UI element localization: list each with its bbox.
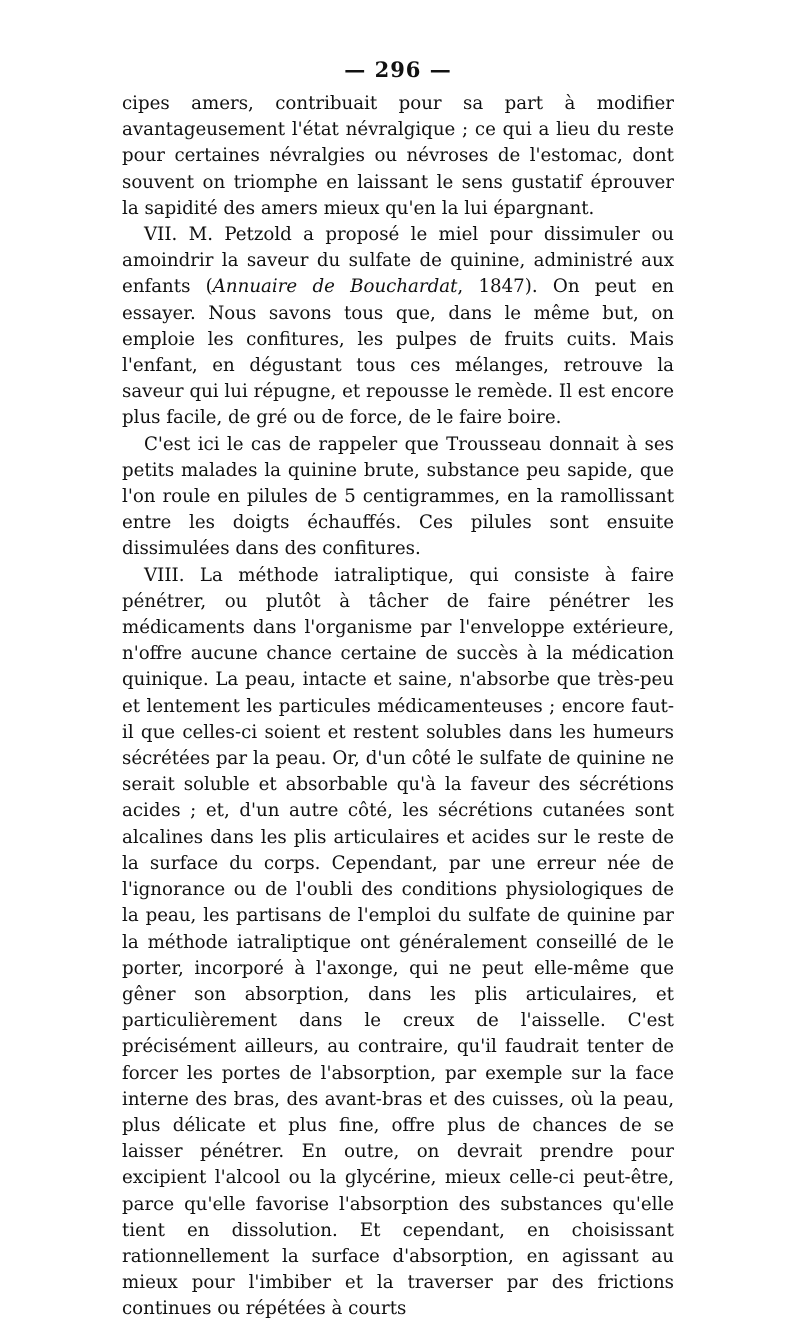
page-body (122, 91, 674, 1323)
paragraph-section-vii (122, 222, 674, 432)
paragraph-trousseau: C'est ici le cas de rappeler que Trousseau donnait à ses petits malades la quinine brute, substance peu sapide, que l'on roule en pilules de 5 centigrammes, en la ramollissant entre les doigts échauffés. Ces pilules sont ensuite dissimulées dans des confitures. (122, 433, 674, 560)
cited-work-title: Annuaire de Bouchardat (212, 276, 458, 298)
book-page (122, 55, 674, 1323)
paragraph-continuation: cipes amers, contribuait pour sa part à modifier avantageusement l'état névralgique ; ce qui a lieu du reste pour certaines névralgies ou névroses de l'estomac, dont souvent on triomphe en laissant le sens gustatif éprouver la sapidité des amers mieux qu'en la lui épargnant. (122, 93, 674, 219)
paragraph-section-vii-text-after: , 1847). On peut en essayer. Nous savons tous que, dans le même but, on emploie les confitures, les pulpes de fruits cuits. Mais l'enfant, en dégustant tous ces mélanges, retrouve la saveur qui lui répugne, et repousse le remède. Il est encore plus facile, de gré ou de force, de le faire boire. (122, 276, 674, 429)
paragraph-section-vii-text-before: VII. M. Petzold a proposé le miel pour dissimuler ou amoindrir la saveur du sulfate de quinine, administré aux enfants ( (122, 224, 674, 298)
page-number: — 296 — (344, 57, 452, 82)
paragraph-section-viii: VIII. La méthode iatraliptique, qui consiste à faire pénétrer, ou plutôt à tâcher de faire pénétrer les médicaments dans l'organisme par l'enveloppe extérieure, n'offre aucune chance certaine de succès à la médication quinique. La peau, intacte et saine, n'absorbe que très-peu et lentement les particules médicamenteuses ; encore faut-il que celles-ci soient et restent solubles dans les humeurs sécrétées par la peau. Or, d'un côté le sulfate de quinine ne serait soluble et absorbable qu'à la faveur des sécrétions acides ; et, d'un autre côté, les sécrétions cutanées sont alcalines dans les plis articulaires et acides sur le reste de la surface du corps. Cependant, par une erreur née de l'ignorance ou de l'oubli des conditions physiologiques de la peau, les partisans de l'emploi du sulfate de quinine par la méthode iatraliptique ont généralement conseillé de le porter, incorporé à l'axonge, qui ne peut elle-même que gêner son absorption, dans les plis articulaires, et particulièrement dans le creux de l'aisselle. C'est précisément ailleurs, au contraire, qu'il faudrait tenter de forcer les portes de l'absorption, par exemple sur la face interne des bras, des avant-bras et des cuisses, où la peau, plus délicate et plus fine, offre plus de chances de se laisser pénétrer. En outre, on devrait prendre pour excipient l'alcool ou la glycérine, mieux celle-ci peut-être, parce qu'elle favorise l'absorption des substances qu'elle tient en dissolution. Et cependant, en choisissant rationnellement la surface d'absorption, en agissant au mieux pour l'imbiber et la traverser par des frictions continues ou répétées à courts (122, 564, 674, 1320)
